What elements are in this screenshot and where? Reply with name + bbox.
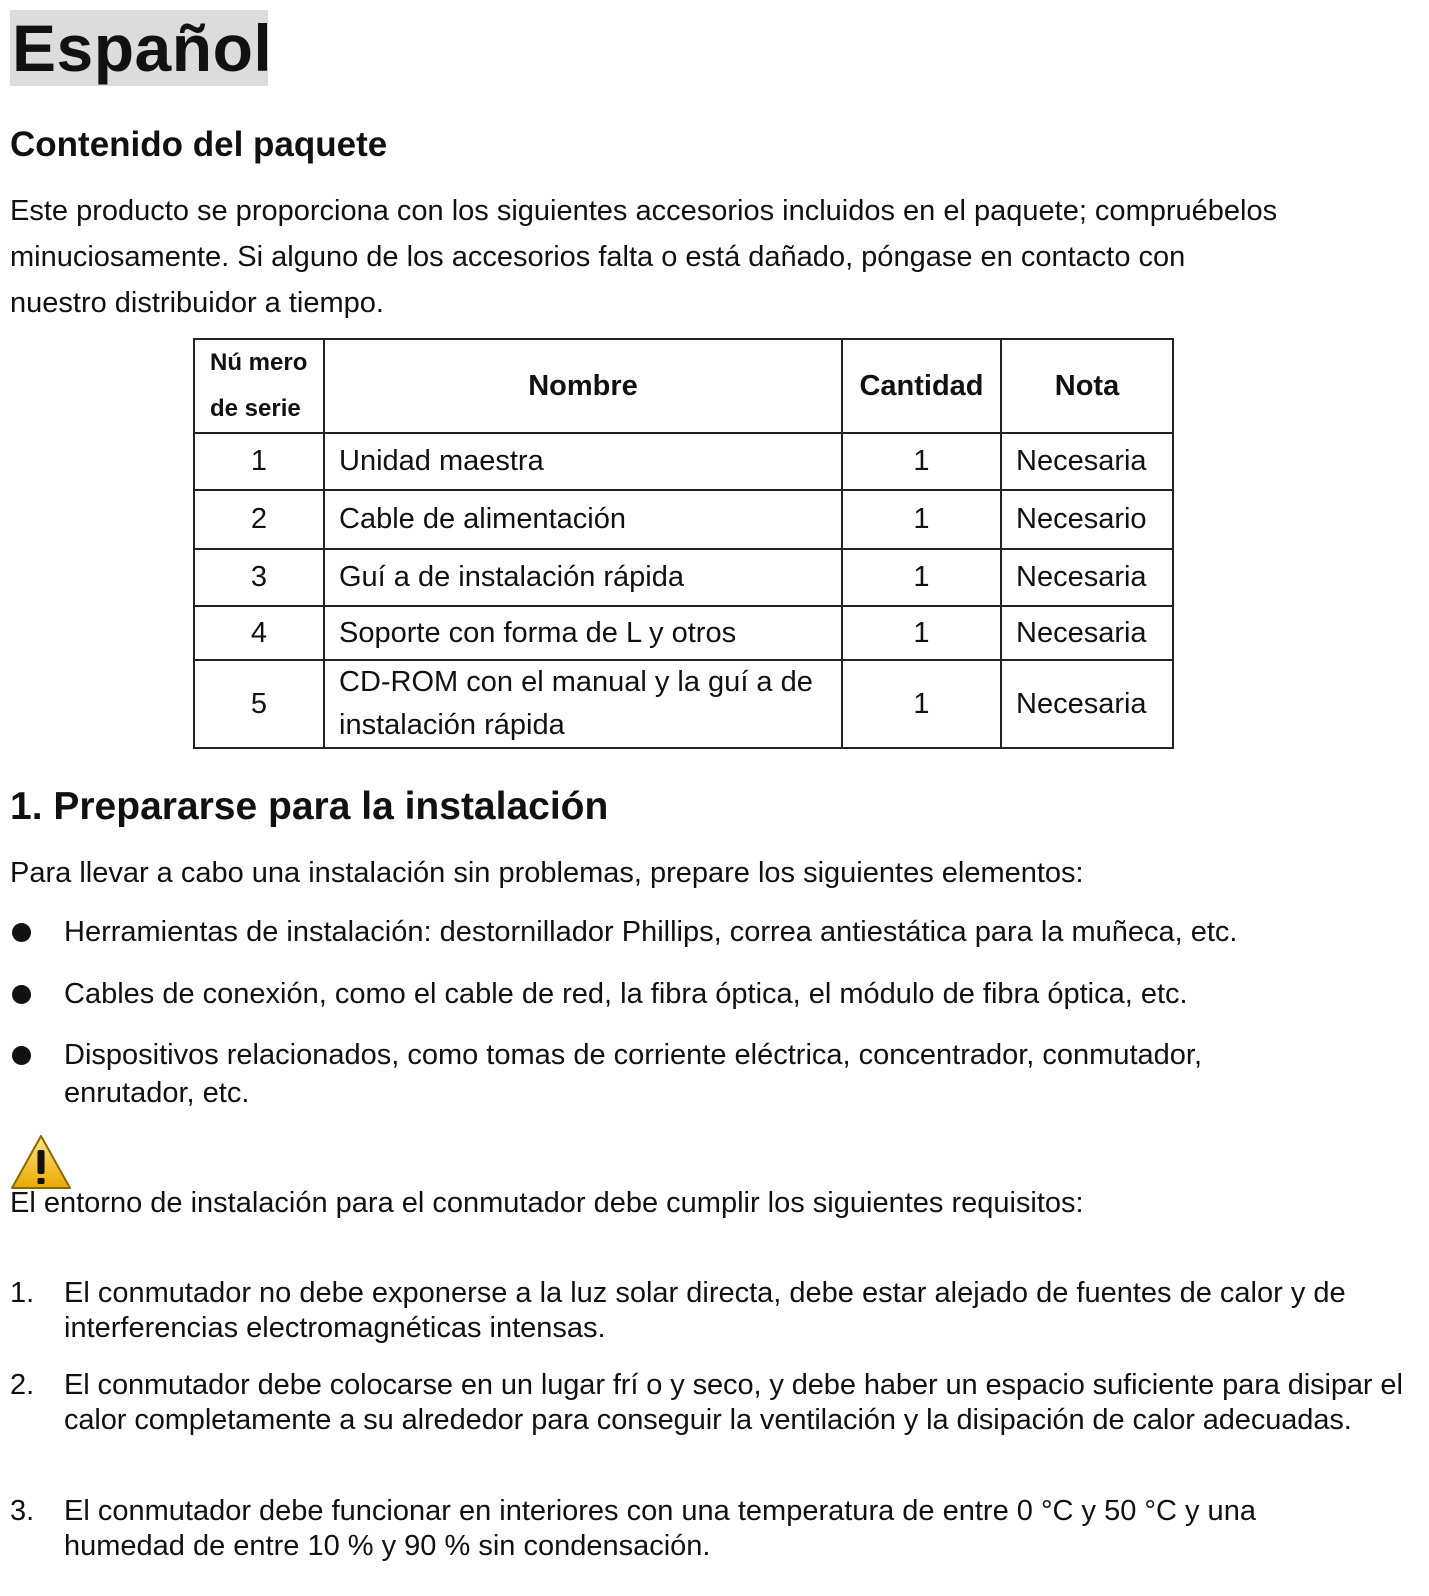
- table-row: [194, 433, 1173, 490]
- environment-intro: El entorno de instalación para el conmutador debe cumplir los siguientes requisitos:: [10, 1187, 1084, 1219]
- table-row: [194, 490, 1173, 549]
- requirement-number: 2.: [10, 1369, 35, 1401]
- row-quantity: 1: [842, 433, 1001, 490]
- warning-icon: [10, 1134, 72, 1190]
- requirement-text: El conmutador debe colocarse en un lugar frí o y seco, y debe haber un espacio suficiente para disipar el calor completamente a su alrededor para conseguir la ventilación y la disipación de calor adecuadas.: [64, 1369, 1403, 1436]
- row-number: 5: [194, 660, 324, 748]
- bullet-icon: [12, 1046, 31, 1065]
- header-quantity: Cantidad: [842, 339, 1001, 433]
- language-title: Español: [12, 11, 273, 85]
- bullet-icon: [12, 923, 31, 942]
- intro-line: Este producto se proporciona con los siguientes accesorios incluidos en el paquete; compruébelos: [10, 195, 1278, 227]
- row-name: Guí a de instalación rápida: [324, 549, 842, 606]
- header-serial-line: Nú mero: [210, 349, 308, 376]
- header-serial-line: de serie: [210, 395, 301, 422]
- bullet-icon: [12, 985, 31, 1004]
- table-row: [194, 660, 1173, 748]
- row-name: Soporte con forma de L y otros: [324, 606, 842, 660]
- row-number: 1: [194, 433, 324, 490]
- row-name: Unidad maestra: [324, 433, 842, 490]
- row-quantity: 1: [842, 490, 1001, 549]
- intro-line: nuestro distribuidor a tiempo.: [10, 287, 384, 319]
- table-row: [194, 606, 1173, 660]
- row-number: 3: [194, 549, 324, 606]
- header-serial-number: [194, 339, 324, 433]
- row-note: Necesaria: [1001, 660, 1173, 748]
- package-intro: [10, 188, 1410, 326]
- list-item-text: Herramientas de instalación: destornillador Phillips, correa antiestática para la muñeca, etc.: [64, 916, 1238, 948]
- table-row: [194, 549, 1173, 606]
- row-number: 4: [194, 606, 324, 660]
- row-quantity: 1: [842, 606, 1001, 660]
- row-name: Cable de alimentación: [324, 490, 842, 549]
- row-number: 2: [194, 490, 324, 549]
- prepare-intro: Para llevar a cabo una instalación sin problemas, prepare los siguientes elementos:: [10, 857, 1084, 889]
- requirement-number: 1.: [10, 1277, 35, 1309]
- package-contents-heading: Contenido del paquete: [10, 125, 388, 164]
- requirement-text: El conmutador debe funcionar en interiores con una temperatura de entre 0 °C y 50 °C y una humedad de entre 10 % y 90 % sin condensación.: [64, 1495, 1256, 1562]
- list-item-text: Dispositivos relacionados, como tomas de corriente eléctrica, concentrador, conmutador, enrutador, etc.: [64, 1039, 1203, 1109]
- requirement-text: El conmutador no debe exponerse a la luz solar directa, debe estar alejado de fuentes de calor y de interferencias electromagnéticas intensas.: [64, 1277, 1346, 1344]
- row-quantity: 1: [842, 660, 1001, 748]
- list-item-text: Cables de conexión, como el cable de red, la fibra óptica, el módulo de fibra óptica, etc.: [64, 978, 1188, 1010]
- prepare-installation-heading: 1. Prepararse para la instalación: [10, 785, 609, 828]
- row-name-line: CD-ROM con el manual y la guí a de: [339, 666, 813, 698]
- intro-line: minuciosamente. Si alguno de los accesorios falta o está dañado, póngase en contacto con: [10, 241, 1186, 273]
- row-note: Necesaria: [1001, 606, 1173, 660]
- row-note: Necesario: [1001, 490, 1173, 549]
- table-header-row: [194, 339, 1173, 433]
- row-name-line: instalación rápida: [339, 709, 565, 741]
- header-name: Nombre: [324, 339, 842, 433]
- header-note: Nota: [1001, 339, 1173, 433]
- row-note: Necesaria: [1001, 549, 1173, 606]
- row-quantity: 1: [842, 549, 1001, 606]
- row-name: [324, 660, 842, 748]
- package-contents-table: [193, 338, 1174, 749]
- row-note: Necesaria: [1001, 433, 1173, 490]
- requirement-number: 3.: [10, 1495, 35, 1527]
